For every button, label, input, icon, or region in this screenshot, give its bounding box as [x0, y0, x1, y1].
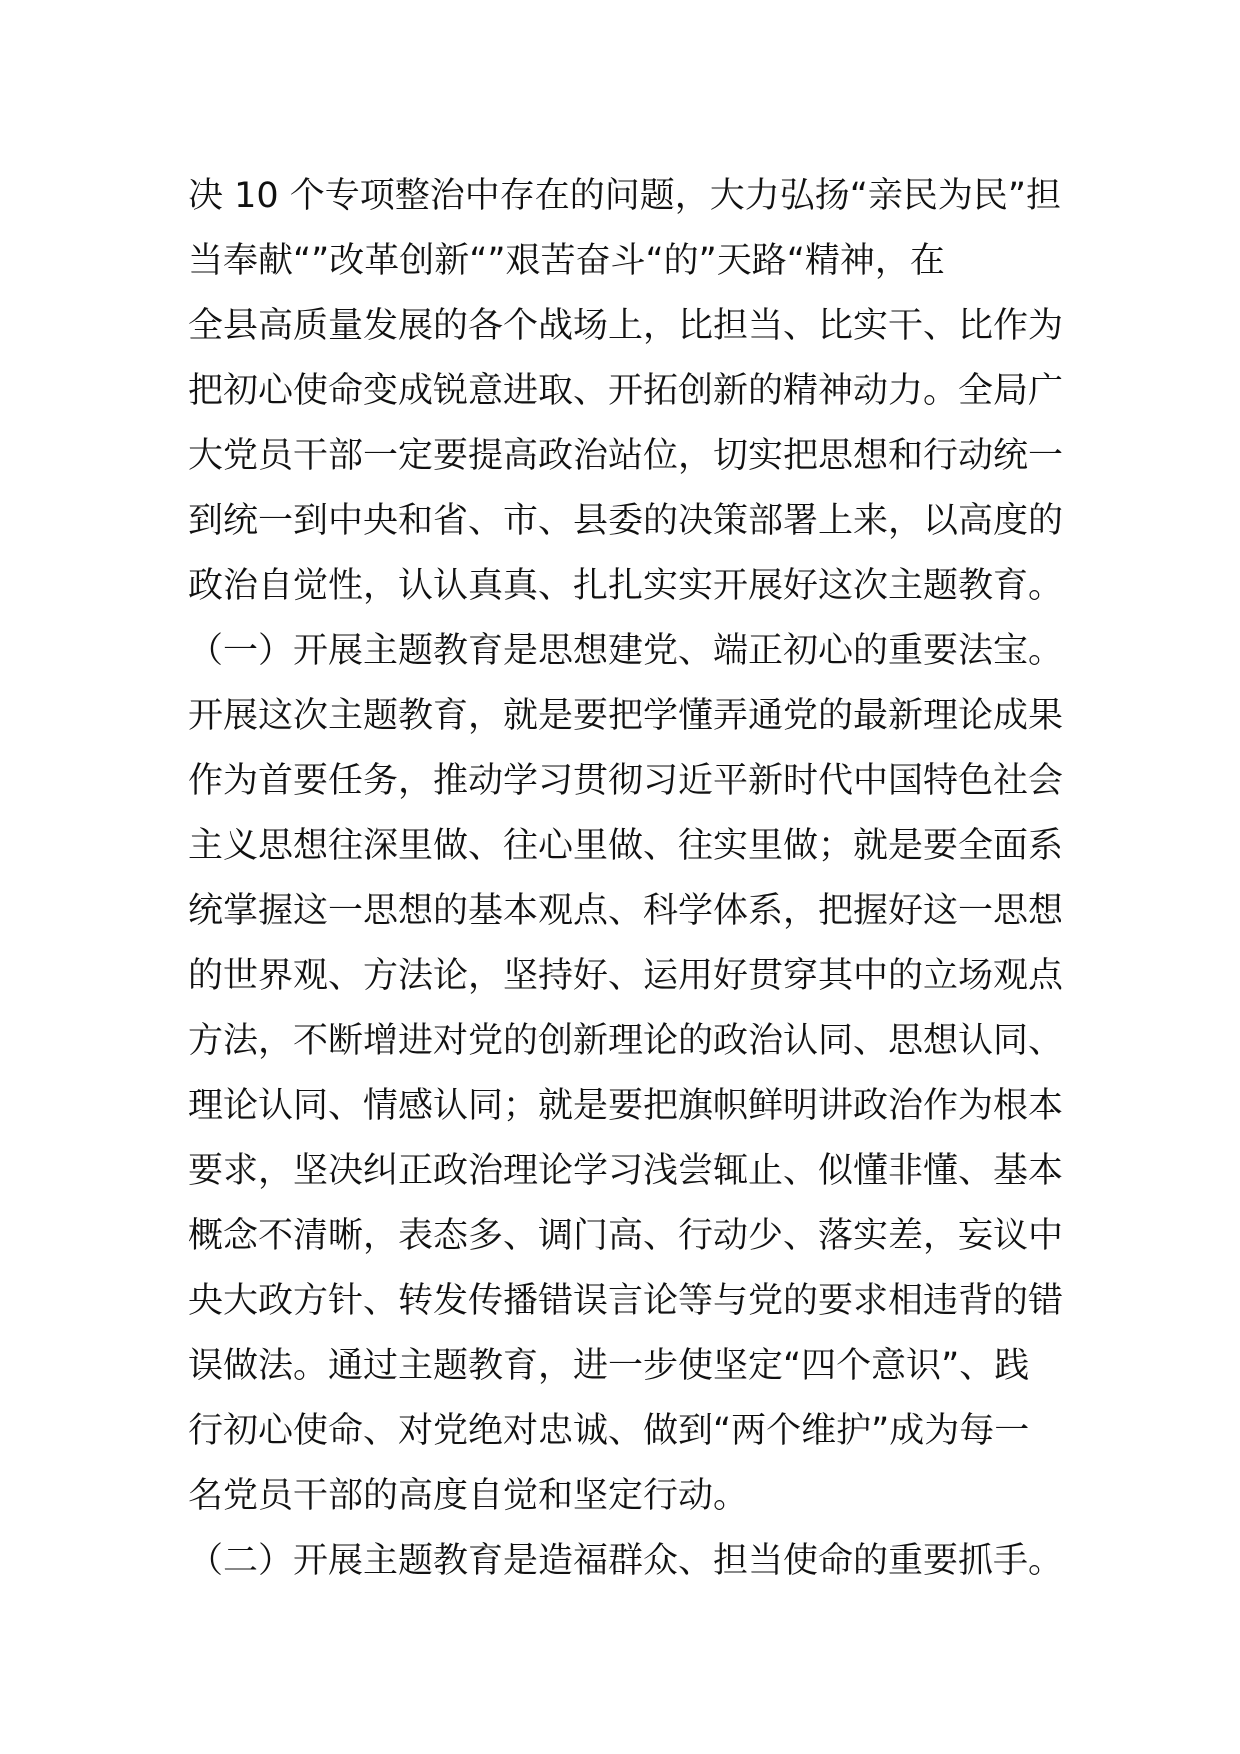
text-line: 概念不清晰，表态多、调门高、行动少、落实差，妄议中	[188, 1216, 1064, 1256]
text-line: 的世界观、方法论，坚持好、运用好贯穿其中的立场观点	[188, 956, 1064, 996]
text-line: 大党员干部一定要提高政治站位，切实把思想和行动统一	[188, 436, 1064, 476]
text-line: 全县高质量发展的各个战场上，比担当、比实干、比作为	[188, 306, 1064, 346]
text-line: 误做法。通过主题教育，进一步使坚定“四个意识”、践	[188, 1346, 1030, 1386]
section-heading-1: （一）开展主题教育是思想建党、端正初心的重要法宝。	[188, 631, 1064, 671]
text-line: 名党员干部的高度自觉和坚定行动。	[188, 1476, 749, 1516]
text-line: 统掌握这一思想的基本观点、科学体系，把握好这一思想	[188, 891, 1064, 931]
text-line: 央大政方针、转发传播错误言论等与党的要求相违背的错	[188, 1281, 1064, 1321]
text-line: 作为首要任务，推动学习贯彻习近平新时代中国特色社会	[188, 761, 1064, 801]
text-line: 开展这次主题教育，就是要把学懂弄通党的最新理论成果	[188, 696, 1064, 736]
body-text	[188, 164, 1068, 1594]
text-line: 到统一到中央和省、市、县委的决策部署上来，以高度的	[188, 501, 1064, 541]
text-line: 主义思想往深里做、往心里做、往实里做；就是要全面系	[188, 826, 1064, 866]
text-line: 决 10 个专项整治中存在的问题，大力弘扬“亲民为民”担	[188, 176, 1062, 216]
text-line: 理论认同、情感认同；就是要把旗帜鲜明讲政治作为根本	[188, 1086, 1064, 1126]
text-line: 把初心使命变成锐意进取、开拓创新的精神动力。全局广	[188, 371, 1064, 411]
text-line: 当奉献“”改革创新“”艰苦奋斗“的”天路“精神，在	[188, 241, 945, 281]
section-heading-2: （二）开展主题教育是造福群众、担当使命的重要抓手。	[188, 1541, 1064, 1581]
text-line: 要求，坚决纠正政治理论学习浅尝辄止、似懂非懂、基本	[188, 1151, 1064, 1191]
text-line: 政治自觉性，认认真真、扎扎实实开展好这次主题教育。	[188, 566, 1064, 606]
text-line: 方法，不断增进对党的创新理论的政治认同、思想认同、	[188, 1021, 1064, 1061]
text-line: 行初心使命、对党绝对忠诚、做到“两个维护”成为每一	[188, 1411, 1030, 1451]
